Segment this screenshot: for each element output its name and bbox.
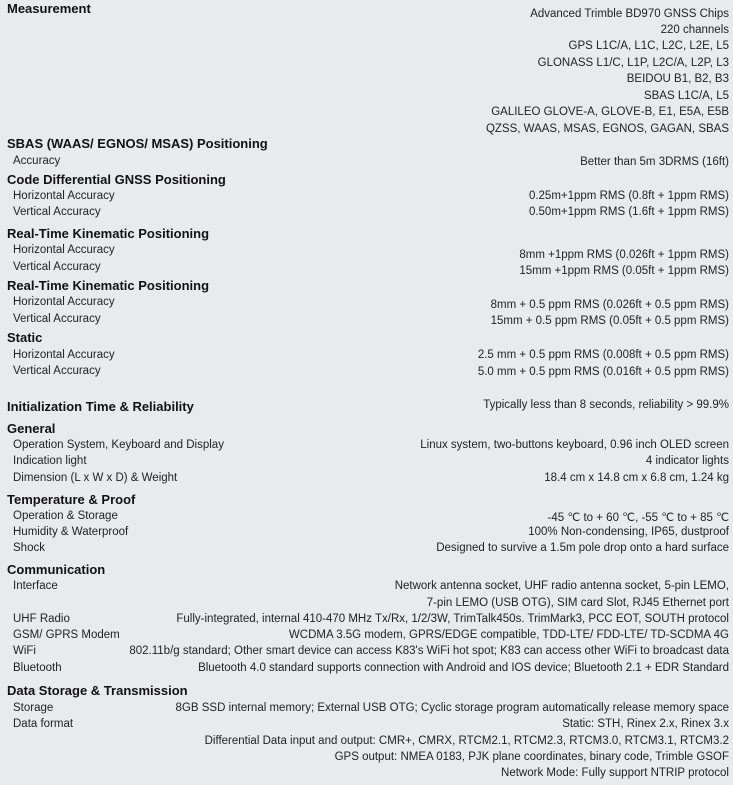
communication-heading: Communication (7, 562, 106, 577)
spec-value: 18.4 cm x 14.8 cm x 6.8 cm, 1.24 kg (544, 472, 729, 484)
spec-label: Data format (13, 718, 74, 730)
measurement-line: Advanced Trimble BD970 GNSS Chips (530, 8, 729, 20)
spec-label: GSM/ GPRS Modem (13, 629, 120, 641)
spec-value: Better than 5m 3DRMS (16ft) (580, 156, 729, 168)
rtk-heading: Real-Time Kinematic Positioning (7, 278, 210, 293)
spec-label: Bluetooth (13, 662, 62, 674)
spec-label: Horizontal Accuracy (13, 244, 115, 256)
spec-value: 4 indicator lights (645, 455, 729, 467)
measurement-line: SBAS L1C/A, L5 (643, 90, 729, 102)
spec-label: UHF Radio (13, 613, 70, 625)
spec-label: Operation System, Keyboard and Display (13, 439, 224, 451)
measurement-line: QZSS, WAAS, MSAS, EGNOS, GAGAN, SBAS (485, 123, 729, 135)
spec-label: Dimension (L x W x D) & Weight (13, 472, 178, 484)
spec-label: Vertical Accuracy (13, 261, 101, 273)
spec-value: 0.25m+1ppm RMS (0.8ft + 1ppm RMS) (528, 190, 729, 202)
measurement-line: GPS L1C/A, L1C, L2C, L2E, L5 (568, 40, 729, 52)
spec-value: 15mm +1ppm RMS (0.05ft + 1ppm RMS) (519, 265, 729, 277)
spec-label: Operation & Storage (13, 510, 118, 522)
spec-value: Linux system, two-buttons keyboard, 0.96 inch OLED screen (420, 439, 729, 451)
spec-label: Interface (13, 580, 58, 592)
spec-value: Designed to survive a 1.5m pole drop onto a hard surface (436, 542, 729, 554)
init-heading: Initialization Time & Reliability (7, 399, 194, 414)
code-diff-heading: Code Differential GNSS Positioning (7, 172, 226, 187)
spec-label: Vertical Accuracy (13, 206, 101, 218)
spec-value: WCDMA 3.5G modem, GPRS/EDGE compatible, TDD-LTE/ FDD-LTE/ TD-SCDMA 4G (288, 629, 729, 641)
measurement-heading: Measurement (7, 1, 91, 16)
measurement-line: 220 channels (660, 24, 729, 36)
spec-value: Bluetooth 4.0 standard supports connection with Android and IOS device; Bluetooth 2.1 + EDR Standard (198, 662, 729, 674)
spec-value: 15mm + 0.5 ppm RMS (0.05ft + 0.5 ppm RMS) (490, 315, 729, 327)
spec-value: Static: STH, Rinex 2.x, Rinex 3.x (562, 718, 729, 730)
data-storage-heading: Data Storage & Transmission (7, 683, 188, 698)
measurement-line: GALILEO GLOVE-A, GLOVE-B, E1, E5A, E5B (491, 106, 729, 118)
spec-value: 0.50m+1ppm RMS (1.6ft + 1ppm RMS) (528, 206, 729, 218)
rtk-heading: Real-Time Kinematic Positioning (7, 226, 210, 241)
spec-value: -45 ℃ to + 60 ℃, -55 ℃ to + 85 ℃ (547, 512, 729, 524)
spec-label: Storage (13, 702, 54, 714)
spec-label: Accuracy (13, 155, 61, 167)
spec-value: 7-pin LEMO (USB OTG), SIM card Slot, RJ45 Ethernet port (426, 597, 729, 609)
temperature-heading: Temperature & Proof (7, 492, 136, 507)
spec-value: Typically less than 8 seconds, reliability > 99.9% (483, 399, 729, 411)
spec-value: Fully-integrated, internal 410-470 MHz Tx/Rx, 1/2/3W, TrimTalk450s. TrimMark3, PCC EOT, SOUTH protocol (176, 613, 729, 625)
spec-label: Vertical Accuracy (13, 313, 101, 325)
static-heading: Static (7, 330, 43, 345)
spec-value: 8mm +1ppm RMS (0.026ft + 1ppm RMS) (519, 249, 729, 261)
spec-label: WiFi (13, 645, 36, 657)
spec-label: Vertical Accuracy (13, 365, 101, 377)
measurement-line: GLONASS L1/C, L1P, L2C/A, L2P, L3 (537, 57, 729, 69)
general-heading: General (7, 421, 56, 436)
spec-value: 2.5 mm + 0.5 ppm RMS (0.008ft + 0.5 ppm RMS) (477, 349, 729, 361)
spec-label: Indication light (13, 455, 87, 467)
measurement-line: BEIDOU B1, B2, B3 (626, 73, 729, 85)
spec-label: Horizontal Accuracy (13, 349, 115, 361)
sbas-heading: SBAS (WAAS/ EGNOS/ MSAS) Positioning (7, 136, 268, 151)
spec-value: 802.11b/g standard; Other smart device can access K83's WiFi hot spot; K83 can access other WiFi to broadcast data (129, 645, 729, 657)
spec-label: Humidity & Waterproof (13, 526, 129, 538)
spec-value: Network Mode: Fully support NTRIP protocol (501, 767, 729, 779)
spec-value: 8GB SSD internal memory; External USB OTG; Cyclic storage program automatically release memory space (175, 702, 729, 714)
spec-label: Horizontal Accuracy (13, 190, 115, 202)
spec-value: Network antenna socket, UHF radio antenna socket, 5-pin LEMO, (394, 580, 729, 592)
spec-label: Shock (13, 542, 45, 554)
spec-value: Differential Data input and output: CMR+, CMRX, RTCM2.1, RTCM2.3, RTCM3.0, RTCM3.1, RTCM3.2 (204, 735, 729, 747)
spec-label: Horizontal Accuracy (13, 296, 115, 308)
spec-value: 8mm + 0.5 ppm RMS (0.026ft + 0.5 ppm RMS) (490, 299, 729, 311)
spec-value: 5.0 mm + 0.5 ppm RMS (0.016ft + 0.5 ppm RMS) (477, 366, 729, 378)
spec-value: GPS output: NMEA 0183, PJK plane coordinates, binary code, Trimble GSOF (334, 751, 729, 763)
spec-value: 100% Non-condensing, IP65, dustproof (528, 526, 729, 538)
